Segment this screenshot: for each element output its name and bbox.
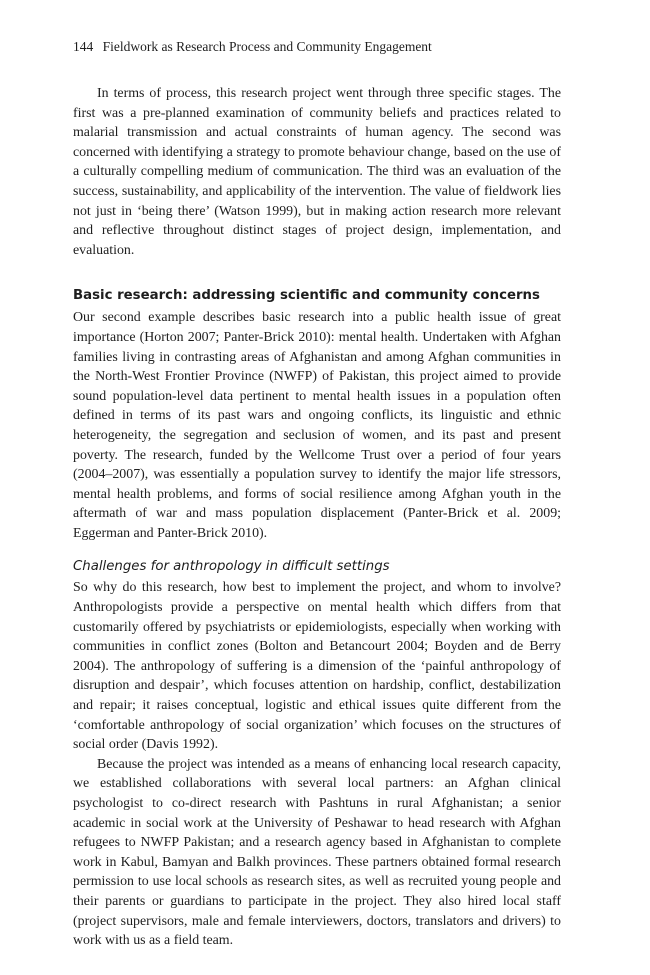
page-number: 144 <box>73 39 94 54</box>
paragraph-process-stages: In terms of process, this research project went through three specific stages. The first was a pre-planned examination of community beliefs and practices related to malarial transmission and actual constraints of human agency. The second was concerned with identifying a strategy to promote behaviour change, based on the use of a culturally compelling medium of communication. The third was an evaluation of the success, sustainability, and applicability of the intervention. The value of fieldwork lies not just in ‘being there’ (Watson 1999), but in making action research more relevant and reflective throughout distinct stages of project design, implementation, and evaluation. <box>73 86 561 258</box>
page-content <box>73 38 561 951</box>
paragraph-second-example: Our second example describes basic research into a public health issue of great importance (Horton 2007; Panter-Brick 2010): mental health. Undertaken with Afghan families living in contrasting areas of Afghanistan and among Afghan communities in the North-West Frontier Province (NWFP) of Pakistan, this project aimed to provide sound population-level data pertinent to mental health issues in a population often defined in terms of its past wars and ongoing conflicts, its linguistic and ethnic heterogeneity, the segregation and seclusion of women, and its past and present poverty. The research, funded by the Wellcome Trust over a period of four years (2004–2007), was essentially a population survey to identify the major life stressors, mental health problems, and forms of social resilience among Afghan youth in the aftermath of war and mass population displacement (Panter-Brick et al. 2009; Eggerman and Panter-Brick 2010). <box>73 310 561 541</box>
running-header <box>73 38 561 56</box>
paragraph-why-research: So why do this research, how best to implement the project, and whom to involve? Anthropologists provide a perspective on mental health which differs from that customarily offered by psychiatrists or epidemiologists, especially when working with communities in conflict zones (Bolton and Betancourt 2004; Boyden and de Berry 2004). The anthropology of suffering is a dimension of the ‘painful anthropology of disruption and despair’, which focuses attention on hardship, conflict, destabilization and repair; it raises conceptual, logistic and ethical issues quite different from the ‘comfortable anthropology of social organization’ which focuses on the structures of social order (Davis 1992). <box>73 580 561 753</box>
section-heading-basic-research: Basic research: addressing scientific and community concerns <box>73 288 540 304</box>
running-title: Fieldwork as Research Process and Community Engagement <box>102 39 432 54</box>
paragraph-local-partners: Because the project was intended as a means of enhancing local research capacity, we established collaborations with several local partners: an Afghan clinical psychologist to co-direct research with Pashtuns in rural Afghanistan; a senior academic in social work at the University of Peshawar to head research with Afghan refugees to NWFP Pakistan; and a research agency based in Afghanistan to complete work in Kabul, Bamyan and Balkh provinces. These partners obtained formal research permission to use local schools as research sites, as well as recruited young people and their parents or guardians to participate in the project. They also hired local staff (project supervisors, male and female interviewers, doctors, translators and drivers) to work with us as a field team. <box>73 756 561 949</box>
subsection-heading-challenges: Challenges for anthropology in difficult settings <box>73 559 390 575</box>
